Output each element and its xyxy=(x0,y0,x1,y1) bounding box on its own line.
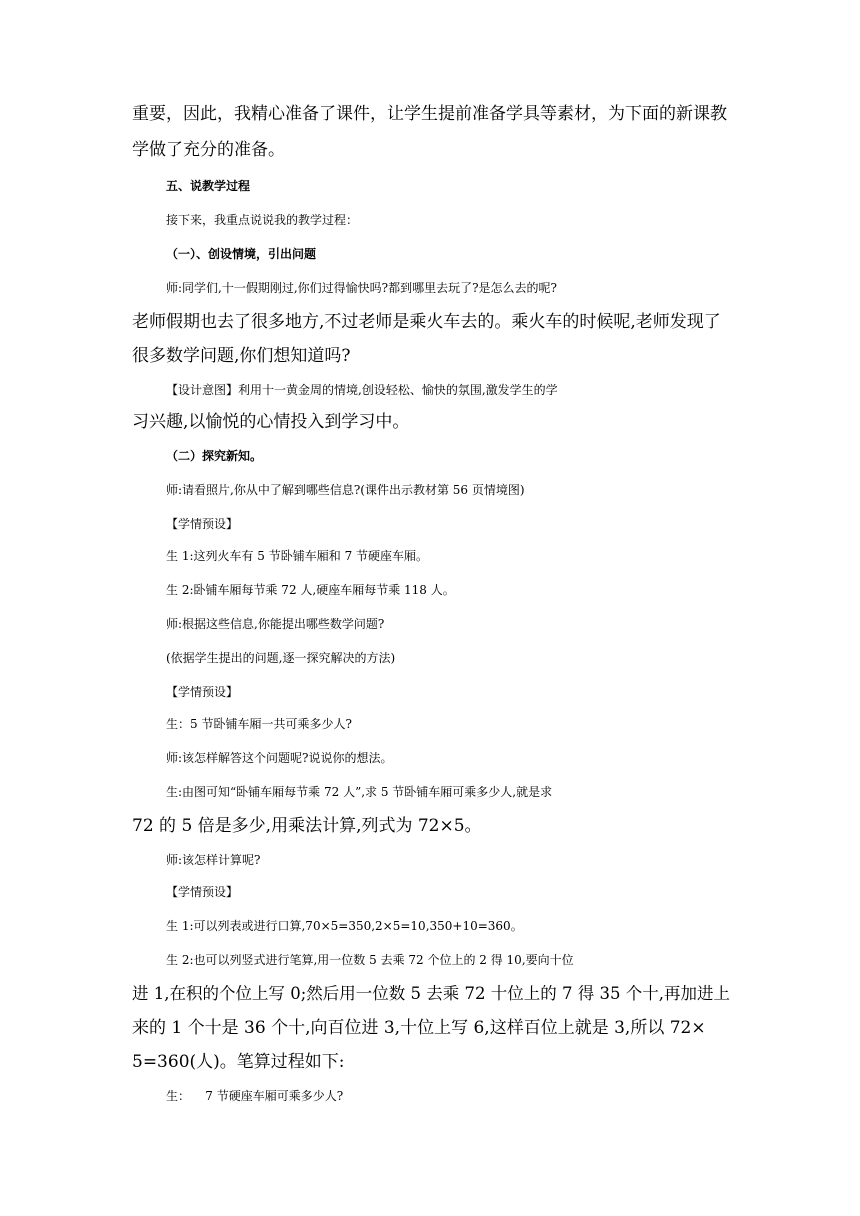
paragraph-line: 学做了充分的准备。 xyxy=(132,140,285,160)
paragraph-line: 生 1:可以列表或进行口算,70×5=350,2×5=10,350+10=360。 xyxy=(166,919,523,933)
paragraph-line: 师:该怎样解答这个问题呢?说说你的想法。 xyxy=(166,751,393,765)
paragraph-line: 师:同学们,十一假期刚过,你们过得愉快吗?都到哪里去玩了?是怎么去的呢? xyxy=(166,281,557,295)
paragraph-line: 【学情预设】 xyxy=(166,685,239,699)
paragraph-line: 进 1,在积的个位上写 0;然后用一位数 5 去乘 72 十位上的 7 得 35 个十,再加进上 xyxy=(132,984,730,1003)
paragraph-line: 生:由图可知“卧铺车厢每节乘 72 人”,求 5 节卧铺车厢可乘多少人,就是求 xyxy=(166,785,553,799)
paragraph-line: 生 1:这列火车有 5 节卧铺车厢和 7 节硬座车厢。 xyxy=(166,549,429,563)
paragraph-line: 习兴趣,以愉悦的心情投入到学习中。 xyxy=(132,412,410,432)
paragraph-line: 接下来，我重点说说我的教学过程： xyxy=(166,213,359,227)
paragraph-line: 【设计意图】利用十一黄金周的情境,创设轻松、愉快的氛围,激发学生的学 xyxy=(166,383,558,397)
paragraph-line: 【学情预设】 xyxy=(166,885,239,899)
subsection-heading: （二）探究新知。 xyxy=(166,449,263,463)
paragraph-line: 重要，因此，我精心准备了课件，让学生提前准备学具等素材，为下面的新课教 xyxy=(132,104,727,124)
paragraph-line: 师:该怎样计算呢? xyxy=(166,853,261,867)
paragraph-line: 【学情预设】 xyxy=(166,517,239,531)
paragraph-line: 5=360(人)。笔算过程如下: xyxy=(132,1052,345,1072)
paragraph-line: 师:根据这些信息,你能提出哪些数学问题? xyxy=(166,617,385,631)
paragraph-line: (依据学生提出的问题,逐一探究解决的方法) xyxy=(166,651,396,665)
subsection-heading: （一）、创设情境，引出问题 xyxy=(166,247,317,261)
paragraph-line: 生：5 节卧铺车厢一共可乘多少人? xyxy=(166,717,352,731)
paragraph-line: 师:请看照片,你从中了解到哪些信息?(课件出示教材第 56 页情境图) xyxy=(166,483,525,497)
paragraph-line: 很多数学问题,你们想知道吗? xyxy=(132,346,351,366)
paragraph-line: 生 2:卧铺车厢每节乘 72 人,硬座车厢每节乘 118 人。 xyxy=(166,583,455,597)
section-heading: 五、说教学过程 xyxy=(166,179,251,193)
paragraph-line: 生： 7 节硬座车厢可乘多少人? xyxy=(166,1089,344,1103)
paragraph-line: 来的 1 个十是 36 个十,向百位进 3,十位上写 6,这样百位上就是 3,所以 72× xyxy=(132,1018,706,1038)
paragraph-line: 老师假期也去了很多地方,不过老师是乘火车去的。乘火车的时候呢,老师发现了 xyxy=(132,312,721,332)
paragraph-line: 生 2:也可以列竖式进行笔算,用一位数 5 去乘 72 个位上的 2 得 10,要向十位 xyxy=(166,953,574,967)
paragraph-line: 72 的 5 倍是多少,用乘法计算,列式为 72×5。 xyxy=(132,816,482,836)
